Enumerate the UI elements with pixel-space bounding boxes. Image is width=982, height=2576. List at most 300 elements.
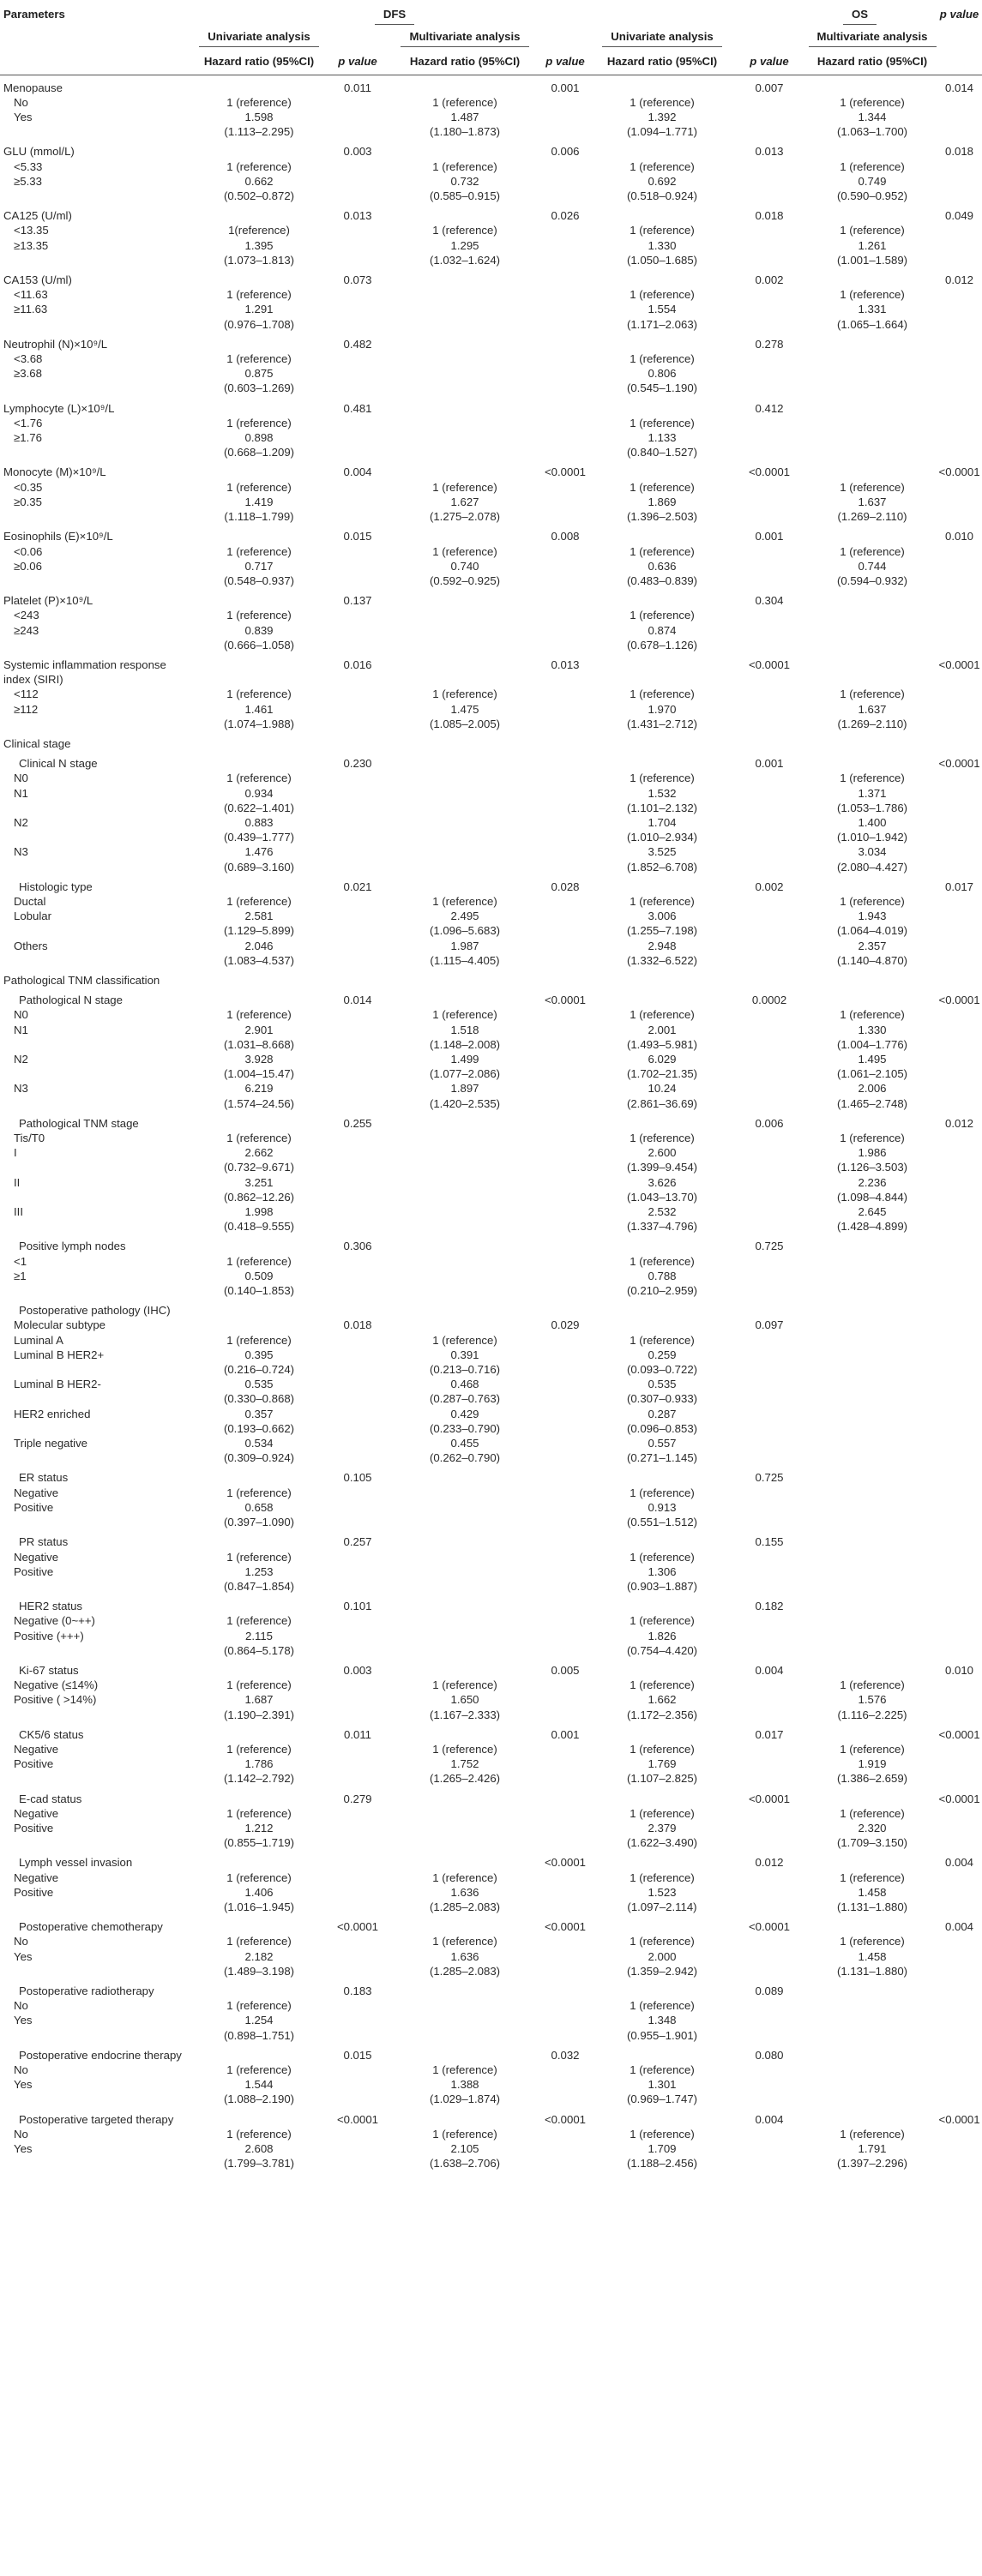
hazard-ratio-cell-dfs-uni: 2.662 (0.732–9.671) <box>223 1146 295 1174</box>
hazard-ratio-cell-dfs-multi <box>393 287 537 302</box>
hazard-ratio-cell-dfs-multi <box>393 351 537 366</box>
row-label: <3.68 <box>14 352 43 366</box>
p-value-cell-dfs-uni <box>322 1998 393 2013</box>
p-value-cell-dfs-multi <box>537 396 593 416</box>
hazard-ratio-cell-os-uni: 0.535 (0.307–0.933) <box>626 1378 698 1406</box>
p-value-cell-os-uni <box>731 1821 808 1850</box>
p-value-cell-os-multi <box>937 1885 982 1914</box>
hazard-ratio-cell-dfs-multi <box>393 1722 537 1742</box>
hazard-ratio-cell-dfs-multi <box>393 1594 537 1613</box>
hazard-ratio-cell-os-multi <box>808 203 937 223</box>
hazard-ratio-cell-dfs-multi <box>393 1500 537 1529</box>
p-value-cell-dfs-multi: 0.005 <box>551 1663 580 1677</box>
p-value-cell-os-uni <box>731 1949 808 1979</box>
hazard-ratio-cell-os-multi <box>808 1436 937 1465</box>
row-label: Positive <box>14 1757 54 1771</box>
hazard-ratio-cell-os-multi <box>808 1254 937 1269</box>
p-value-cell-dfs-uni: 0.230 <box>343 757 372 771</box>
row-label: <1.76 <box>14 416 43 429</box>
row-label: <112 <box>14 688 39 701</box>
table-row <box>0 1377 982 1406</box>
hazard-ratio-cell-dfs-uni: 2.046 (1.083–4.537) <box>223 939 295 967</box>
p-value-cell-os-multi <box>937 1436 982 1465</box>
hazard-ratio-cell-os-uni <box>593 459 731 479</box>
table-row <box>0 430 982 459</box>
p-value-cell-dfs-uni <box>322 480 393 495</box>
table-row <box>0 559 982 588</box>
hazard-ratio-cell-os-uni <box>593 874 731 894</box>
p-value-cell-dfs-uni <box>322 351 393 366</box>
hazard-ratio-cell-dfs-uni <box>196 1298 322 1318</box>
hazard-ratio-cell-os-multi <box>808 139 937 159</box>
hazard-ratio-cell-os-uni: 1 (reference) <box>630 544 695 558</box>
p-value-cell-dfs-uni <box>322 2127 393 2141</box>
table-row <box>0 524 982 543</box>
hazard-ratio-cell-os-multi <box>808 968 937 988</box>
dfs-header: DFS <box>196 0 593 27</box>
row-label: Positive <box>14 1564 54 1578</box>
hazard-ratio-cell-dfs-multi <box>393 430 537 459</box>
hazard-ratio-cell-dfs-uni: 1.395 (1.073–1.813) <box>223 238 295 267</box>
hazard-ratio-cell-os-uni <box>593 267 731 287</box>
p-value-cell-os-multi <box>937 1407 982 1436</box>
p-value-cell-dfs-uni <box>322 1934 393 1949</box>
table-row <box>0 1131 982 1145</box>
hazard-ratio-cell-dfs-multi <box>393 844 537 874</box>
hazard-ratio-cell-dfs-uni: 1(reference) <box>228 224 290 237</box>
p-value-cell-dfs-uni: 0.073 <box>343 273 372 287</box>
table-row <box>0 1821 982 1850</box>
table-row <box>0 203 982 223</box>
p-value-cell-os-multi <box>937 786 982 815</box>
hazard-ratio-cell-os-uni: 3.006 (1.255–7.198) <box>626 910 698 938</box>
p-value-cell-os-multi <box>937 480 982 495</box>
hazard-ratio-cell-dfs-uni: 1 (reference) <box>226 544 292 558</box>
hazard-ratio-cell-dfs-multi: 1 (reference) <box>432 1678 497 1692</box>
hazard-ratio-cell-dfs-uni: 1.461 (1.074–1.988) <box>223 702 295 730</box>
p-value-cell-dfs-multi <box>537 1786 593 1806</box>
p-value-cell-dfs-uni <box>322 1806 393 1821</box>
p-value-cell-os-uni <box>731 1500 808 1529</box>
hazard-ratio-cell-dfs-multi: 1.627 (1.275–2.078) <box>429 495 501 524</box>
hazard-ratio-cell-os-uni <box>593 1318 731 1332</box>
hazard-ratio-cell-os-multi <box>808 988 937 1007</box>
hazard-ratio-cell-dfs-uni <box>196 1234 322 1253</box>
p-value-cell-dfs-uni <box>322 1756 393 1786</box>
hazard-ratio-cell-os-multi: 1.458 (1.131–1.880) <box>836 1885 908 1913</box>
hazard-ratio-cell-os-uni: 3.626 (1.043–13.70) <box>626 1175 698 1204</box>
table-row <box>0 731 982 751</box>
hazard-ratio-cell-os-multi: 1 (reference) <box>840 1132 905 1145</box>
dfs-multivariate-header: Multivariate analysis <box>393 27 537 51</box>
hazard-ratio-cell-os-multi <box>808 1998 937 2013</box>
hazard-ratio-cell-os-multi <box>808 1529 937 1549</box>
p-value-cell-os-multi <box>937 1934 982 1949</box>
p-value-cell-os-multi <box>937 894 982 909</box>
hazard-ratio-cell-os-uni: 1 (reference) <box>630 772 695 785</box>
p-value-cell-dfs-multi <box>537 223 593 237</box>
p-value-cell-os-uni <box>731 238 808 267</box>
hazard-ratio-cell-os-uni: 1.554 (1.171–2.063) <box>626 303 698 331</box>
p-value-cell-os-uni <box>731 1377 808 1406</box>
hazard-ratio-cell-dfs-uni <box>196 2043 322 2063</box>
p-value-cell-os-multi <box>937 1500 982 1529</box>
p-value-cell-dfs-multi <box>537 623 593 652</box>
hazard-ratio-cell-os-uni: 1.330 (1.050–1.685) <box>626 238 698 267</box>
hazard-ratio-cell-os-uni <box>593 1234 731 1253</box>
hazard-ratio-cell-os-multi: 1 (reference) <box>840 480 905 494</box>
table-row <box>0 544 982 559</box>
p-value-cell-os-uni: 0.004 <box>755 1663 784 1677</box>
hazard-ratio-cell-dfs-multi <box>393 1979 537 1998</box>
hazard-ratio-cell-dfs-multi <box>393 2013 537 2042</box>
p-value-cell-os-multi: 0.004 <box>945 1856 974 1870</box>
p-value-cell-os-uni: 0.097 <box>755 1318 784 1332</box>
p-value-cell-dfs-multi <box>537 844 593 874</box>
p-value-cell-os-multi <box>937 1998 982 2013</box>
row-label: Postoperative endocrine therapy <box>19 2048 182 2062</box>
hazard-ratio-cell-dfs-multi <box>393 1629 537 1658</box>
p-value-cell-dfs-uni <box>322 815 393 844</box>
p-value-cell-dfs-uni <box>322 2013 393 2042</box>
p-value-cell-os-multi <box>937 1629 982 1658</box>
p-value-cell-dfs-multi <box>537 1613 593 1628</box>
table-row <box>0 1678 982 1692</box>
table-row <box>0 2107 982 2127</box>
row-label: Positive <box>14 1885 54 1899</box>
row-label: N1 <box>14 1023 28 1036</box>
p-value-cell-os-multi: 0.017 <box>945 880 974 893</box>
row-label: <0.35 <box>14 480 43 494</box>
hazard-ratio-cell-dfs-uni: 1 (reference) <box>226 480 292 494</box>
table-row <box>0 1806 982 1821</box>
p-value-cell-os-multi <box>937 159 982 174</box>
hazard-ratio-cell-os-uni: 1.523 (1.097–2.114) <box>627 1885 697 1913</box>
hazard-ratio-cell-os-multi: 1 (reference) <box>840 224 905 237</box>
os-multivariate-header: Multivariate analysis <box>808 27 937 51</box>
p-value-cell-os-multi <box>937 1979 982 1998</box>
p-value-cell-os-uni <box>731 1298 808 1318</box>
row-label: Negative <box>14 1806 59 1820</box>
hazard-ratio-cell-dfs-uni <box>196 874 322 894</box>
row-label: GLU (mmol/L) <box>3 145 75 159</box>
p-value-cell-dfs-multi: <0.0001 <box>544 2112 587 2126</box>
hazard-ratio-cell-dfs-uni: 1 (reference) <box>226 159 292 173</box>
p-value-cell-os-uni: 0.018 <box>755 209 784 223</box>
row-label: CA125 (U/ml) <box>3 209 72 223</box>
hazard-ratio-cell-dfs-uni <box>196 267 322 287</box>
p-value-cell-os-multi: 0.004 <box>945 1920 974 1934</box>
hazard-ratio-cell-os-multi: 1 (reference) <box>840 688 905 701</box>
hazard-ratio-cell-os-multi <box>808 1594 937 1613</box>
p-value-cell-os-multi <box>937 287 982 302</box>
hazard-ratio-cell-dfs-uni <box>196 1658 322 1678</box>
hazard-ratio-cell-dfs-multi <box>393 1821 537 1850</box>
p-value-cell-dfs-multi <box>537 1692 593 1721</box>
table-row <box>0 495 982 524</box>
p-value-cell-dfs-multi <box>537 1131 593 1145</box>
hazard-ratio-cell-dfs-uni: 0.357 (0.193–0.662) <box>223 1407 295 1435</box>
row-label: No <box>14 95 28 109</box>
hazard-ratio-cell-dfs-multi <box>393 1254 537 1269</box>
hazard-ratio-cell-os-multi <box>808 332 937 351</box>
p-value-cell-dfs-multi <box>537 430 593 459</box>
p-value-cell-os-multi <box>937 1175 982 1204</box>
table-row <box>0 1934 982 1949</box>
hazard-ratio-cell-dfs-multi <box>393 1234 537 1253</box>
p-value-cell-dfs-multi <box>537 1678 593 1692</box>
hazard-ratio-cell-dfs-uni <box>196 1914 322 1934</box>
row-label: E-cad status <box>19 1792 82 1805</box>
table-row <box>0 287 982 302</box>
hazard-ratio-cell-os-uni <box>593 524 731 543</box>
hazard-ratio-cell-os-uni: 1.826 (0.754–4.420) <box>626 1629 698 1657</box>
table-row <box>0 1500 982 1529</box>
p-value-cell-os-multi <box>937 1145 982 1174</box>
p-value-cell-os-multi: <0.0001 <box>938 1727 980 1741</box>
hazard-ratio-cell-os-uni: 1 (reference) <box>630 1550 695 1564</box>
hazard-ratio-cell-dfs-multi <box>393 786 537 815</box>
hazard-ratio-cell-os-uni: 1 (reference) <box>630 894 695 908</box>
hazard-ratio-cell-os-uni <box>593 1850 731 1870</box>
p-value-cell-dfs-uni <box>322 1692 393 1721</box>
p-value-cell-os-uni <box>731 2013 808 2042</box>
hazard-ratio-cell-dfs-multi: 1 (reference) <box>432 1935 497 1949</box>
p-value-cell-dfs-multi <box>537 1145 593 1174</box>
hazard-ratio-cell-dfs-multi <box>393 1465 537 1485</box>
hazard-ratio-cell-dfs-multi <box>393 1204 537 1234</box>
table-row <box>0 1949 982 1979</box>
row-label: <5.33 <box>14 159 43 173</box>
hazard-ratio-cell-dfs-uni <box>196 75 322 95</box>
hazard-ratio-cell-dfs-uni: 0.662 (0.502–0.872) <box>223 174 295 203</box>
hazard-ratio-cell-os-uni: 1.970 (1.431–2.712) <box>626 702 698 730</box>
p-value-cell-os-uni: <0.0001 <box>748 465 791 479</box>
hazard-ratio-cell-os-multi: 1 (reference) <box>840 288 905 302</box>
table-row <box>0 786 982 815</box>
hazard-ratio-cell-os-multi: 1 (reference) <box>840 1678 905 1692</box>
p-value-cell-os-uni <box>731 771 808 785</box>
hazard-ratio-cell-dfs-multi: 1 (reference) <box>432 688 497 701</box>
p-value-cell-dfs-uni <box>322 1254 393 1269</box>
p-value-cell-os-uni <box>731 1407 808 1436</box>
hazard-ratio-cell-os-uni <box>593 968 731 988</box>
table-row <box>0 1629 982 1658</box>
hazard-ratio-cell-os-uni: 10.24 (2.861–36.69) <box>626 1082 698 1110</box>
hazard-ratio-cell-os-uni <box>593 1465 731 1485</box>
p-value-cell-dfs-uni <box>322 110 393 139</box>
p-value-cell-os-multi <box>937 844 982 874</box>
p-value-cell-dfs-uni <box>322 1081 393 1110</box>
os-uni-p-header: p value <box>731 51 808 75</box>
hazard-ratio-cell-os-multi: 2.320 (1.709–3.150) <box>836 1821 908 1850</box>
p-value-cell-os-multi <box>937 939 982 968</box>
os-univariate-header: Univariate analysis <box>593 27 731 51</box>
hazard-ratio-cell-os-uni: 1.306 (0.903–1.887) <box>626 1564 698 1593</box>
hazard-ratio-cell-os-uni <box>593 731 731 751</box>
p-value-cell-dfs-multi: <0.0001 <box>544 1920 587 1934</box>
p-value-cell-dfs-multi <box>537 267 593 287</box>
hazard-ratio-cell-dfs-uni <box>196 1850 322 1870</box>
p-value-cell-os-uni: 0.002 <box>755 273 784 287</box>
row-label: HER2 status <box>19 1600 83 1613</box>
row-label: Positive ( >14%) <box>14 1693 97 1707</box>
p-value-cell-dfs-multi <box>537 1500 593 1529</box>
p-value-cell-os-uni: 0.004 <box>755 2112 784 2126</box>
hazard-ratio-cell-os-multi <box>808 1914 937 1934</box>
hazard-ratio-cell-os-multi <box>808 1564 937 1594</box>
hazard-ratio-cell-os-multi <box>808 1465 937 1485</box>
hazard-ratio-cell-os-multi <box>808 608 937 622</box>
hazard-ratio-cell-dfs-uni: 0.658 (0.397–1.090) <box>223 1500 295 1529</box>
p-value-cell-dfs-uni <box>322 2141 393 2171</box>
table-row <box>0 988 982 1007</box>
p-value-cell-os-uni <box>731 968 808 988</box>
table-row <box>0 396 982 416</box>
p-value-cell-dfs-uni: 0.279 <box>343 1792 372 1805</box>
p-value-cell-os-multi <box>937 351 982 366</box>
p-value-cell-dfs-uni <box>322 731 393 751</box>
os-header: OS <box>593 0 937 27</box>
row-label: Luminal A <box>14 1333 63 1347</box>
p-value-cell-os-multi <box>937 1254 982 1269</box>
hazard-ratio-cell-dfs-multi <box>393 416 537 430</box>
hazard-ratio-cell-os-uni <box>593 332 731 351</box>
table-row <box>0 1850 982 1870</box>
hazard-ratio-cell-os-multi <box>808 2043 937 2063</box>
row-label: Pathological TNM stage <box>19 1116 139 1130</box>
hazard-ratio-cell-dfs-multi: 1 (reference) <box>432 2127 497 2141</box>
hazard-ratio-cell-dfs-multi: 1 (reference) <box>432 95 497 109</box>
hazard-ratio-cell-os-multi <box>808 2063 937 2077</box>
row-label: Postoperative pathology (IHC) <box>19 1304 171 1318</box>
p-value-cell-dfs-uni <box>322 702 393 731</box>
hazard-ratio-cell-dfs-uni: 0.509 (0.140–1.853) <box>223 1269 295 1298</box>
p-value-cell-dfs-uni <box>322 2063 393 2077</box>
hazard-ratio-cell-dfs-uni: 1 (reference) <box>226 352 292 366</box>
hazard-ratio-cell-os-uni: 2.379 (1.622–3.490) <box>626 1821 698 1850</box>
hazard-ratio-cell-os-uni <box>593 1722 731 1742</box>
table-row <box>0 459 982 479</box>
table-row <box>0 771 982 785</box>
row-label: Triple negative <box>14 1437 88 1450</box>
dfs-multi-hr-header: Hazard ratio (95%CI) <box>393 51 537 75</box>
p-value-cell-os-uni: 0.001 <box>755 530 784 543</box>
table-row <box>0 332 982 351</box>
p-value-cell-os-uni <box>731 480 808 495</box>
p-value-cell-dfs-uni: 0.021 <box>343 880 372 893</box>
p-value-cell-dfs-uni <box>322 1949 393 1979</box>
p-value-cell-dfs-uni <box>322 909 393 938</box>
p-value-cell-dfs-multi: 0.028 <box>551 880 580 893</box>
p-value-cell-os-multi <box>937 495 982 524</box>
p-value-cell-os-uni <box>731 366 808 395</box>
hazard-ratio-cell-os-multi: 1.371 (1.053–1.786) <box>836 786 908 814</box>
p-value-cell-os-multi <box>937 909 982 938</box>
p-value-cell-os-uni <box>731 786 808 815</box>
row-label: Menopause <box>3 81 63 94</box>
p-value-cell-os-multi <box>937 1052 982 1081</box>
hazard-ratio-cell-dfs-multi: 0.455 (0.262–0.790) <box>429 1437 501 1465</box>
p-value-cell-dfs-multi: <0.0001 <box>544 1856 587 1870</box>
row-label: Tis/T0 <box>14 1132 45 1145</box>
row-label: N0 <box>14 772 28 785</box>
hazard-ratio-cell-os-multi: 1.919 (1.386–2.659) <box>836 1757 908 1786</box>
p-value-cell-dfs-uni: 0.003 <box>343 145 372 159</box>
table-row <box>0 1298 982 1318</box>
hazard-ratio-cell-dfs-multi: 1 (reference) <box>432 2063 497 2076</box>
hazard-ratio-cell-os-multi: 3.034 (2.080–4.427) <box>836 845 908 874</box>
row-label: Negative <box>14 1486 59 1499</box>
hazard-ratio-cell-dfs-multi <box>393 874 537 894</box>
p-value-cell-dfs-uni <box>322 544 393 559</box>
hazard-ratio-cell-os-multi <box>808 731 937 751</box>
p-value-cell-os-multi: <0.0001 <box>938 465 980 479</box>
p-value-cell-os-multi <box>937 687 982 701</box>
hazard-ratio-cell-dfs-uni: 2.901 (1.031–8.668) <box>223 1023 295 1051</box>
table-row <box>0 894 982 909</box>
hazard-ratio-cell-os-uni: 0.692 (0.518–0.924) <box>626 174 698 203</box>
row-label: ≥1.76 <box>14 431 42 445</box>
hazard-ratio-cell-dfs-uni: 1.212 (0.855–1.719) <box>223 1821 295 1850</box>
hazard-ratio-cell-os-uni <box>593 396 731 416</box>
hazard-ratio-cell-os-uni: 1 (reference) <box>630 609 695 622</box>
p-value-cell-os-uni <box>731 1333 808 1348</box>
row-label: Yes <box>14 1949 33 1963</box>
p-value-cell-dfs-multi <box>537 110 593 139</box>
p-value-cell-os-multi: 0.014 <box>945 81 974 94</box>
p-value-cell-dfs-uni: 0.257 <box>343 1535 372 1549</box>
p-value-cell-dfs-multi <box>537 1377 593 1406</box>
p-value-cell-dfs-uni <box>322 844 393 874</box>
p-value-cell-os-multi <box>937 771 982 785</box>
hazard-ratio-cell-os-uni: 1.392 (1.094–1.771) <box>626 111 698 139</box>
hazard-ratio-cell-dfs-uni: 0.875 (0.603–1.269) <box>223 367 295 395</box>
p-value-cell-os-uni <box>731 495 808 524</box>
table-row <box>0 1870 982 1885</box>
table-row <box>0 1979 982 1998</box>
row-label: ≥13.35 <box>14 238 49 252</box>
row-label: <0.06 <box>14 544 43 558</box>
table-row <box>0 1998 982 2013</box>
p-value-cell-os-multi <box>937 95 982 110</box>
hazard-ratio-cell-dfs-uni: 1.476 (0.689–3.160) <box>223 845 295 874</box>
hazard-ratio-cell-dfs-multi <box>393 332 537 351</box>
hazard-ratio-cell-os-multi <box>808 1407 937 1436</box>
hazard-ratio-cell-dfs-multi: 1 (reference) <box>432 159 497 173</box>
p-value-cell-dfs-multi <box>537 702 593 731</box>
hazard-ratio-cell-dfs-uni: 1 (reference) <box>226 609 292 622</box>
p-value-cell-dfs-uni: 0.013 <box>343 209 372 223</box>
row-label: No <box>14 1999 28 2013</box>
p-value-cell-os-multi <box>937 1821 982 1850</box>
hazard-ratio-cell-dfs-multi: 1.897 (1.420–2.535) <box>429 1082 501 1110</box>
p-value-cell-os-multi <box>937 608 982 622</box>
hazard-ratio-cell-dfs-multi <box>393 75 537 95</box>
hazard-ratio-cell-dfs-uni: 1 (reference) <box>226 1614 292 1628</box>
table-row <box>0 1594 982 1613</box>
hazard-ratio-cell-dfs-uni <box>196 1465 322 1485</box>
p-value-cell-os-uni <box>731 608 808 622</box>
hazard-ratio-cell-os-multi: 1 (reference) <box>840 544 905 558</box>
hazard-ratio-cell-os-uni <box>593 988 731 1007</box>
row-label: Postoperative targeted therapy <box>19 2112 174 2126</box>
hazard-ratio-cell-os-multi: 1.458 (1.131–1.880) <box>836 1949 908 1978</box>
p-value-cell-dfs-multi <box>537 1821 593 1850</box>
hazard-ratio-cell-dfs-multi: 2.495 (1.096–5.683) <box>429 910 501 938</box>
row-label: Eosinophils (E)×10⁹/L <box>3 530 113 543</box>
hazard-ratio-cell-dfs-multi <box>393 751 537 771</box>
